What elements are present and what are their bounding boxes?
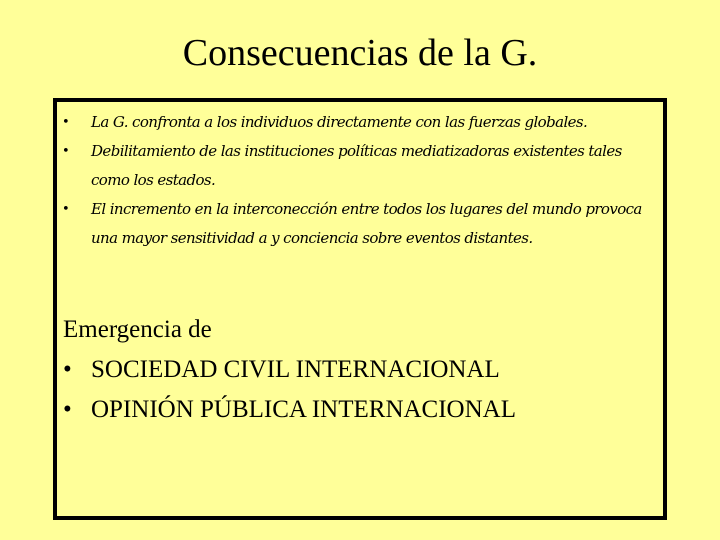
emergence-section xyxy=(63,310,659,430)
section-item-text: OPINIÓN PÚBLICA INTERNACIONAL xyxy=(91,396,516,423)
bullet-list xyxy=(57,108,663,253)
bullet-marker-icon: • xyxy=(62,144,70,159)
bullet-marker-icon: • xyxy=(63,396,72,423)
bullet-marker-icon: • xyxy=(63,356,72,383)
bullet-marker-icon: • xyxy=(62,115,70,130)
bullet-item-1 xyxy=(57,108,663,137)
slide-title: Consecuencias de la G. xyxy=(182,32,538,74)
bullet-text: Debilitamiento de las instituciones políticas mediatizadoras existentes tales como los estados. xyxy=(91,142,622,189)
section-heading: Emergencia de xyxy=(63,316,212,343)
section-item-public-opinion xyxy=(63,390,659,430)
bullet-marker-icon: • xyxy=(62,202,70,217)
bullet-text: El incremento en la interconección entre todos los lugares del mundo provoca una mayor sensitividad a y conciencia sobre eventos distantes. xyxy=(91,200,642,247)
section-item-civil-society xyxy=(63,350,659,390)
section-item-text: SOCIEDAD CIVIL INTERNACIONAL xyxy=(91,356,500,383)
bullet-item-2 xyxy=(57,137,663,195)
content-box xyxy=(53,98,667,520)
bullet-item-3 xyxy=(57,195,663,253)
bullet-text: La G. confronta a los individuos directamente con las fuerzas globales. xyxy=(91,113,588,131)
